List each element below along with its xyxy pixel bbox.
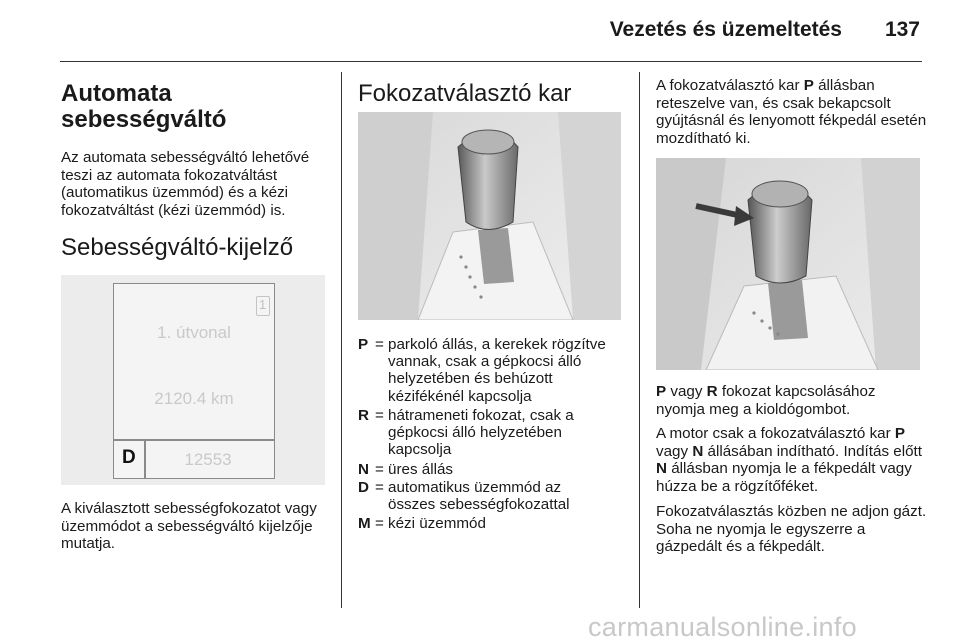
- left-column: [61, 81, 331, 133]
- release-button-image: [656, 158, 920, 370]
- lock-paragraph: A fokozatválasztó kar P állásban reteszelve van, és csak bekapcsolt gyújtásnál és lenyomott fékpedál esetén mozdítható ki.: [656, 77, 927, 147]
- intro-paragraph: Az automata sebességváltó lehetővé teszi az automata fokozatváltást (automatikus üzemmód) és a kézi fokozatváltást (kézi üzemmód) is.: [61, 149, 310, 219]
- route-label: 1. útvonal: [157, 323, 231, 342]
- display-divider-vertical: [144, 440, 146, 478]
- display-caption: A kiválasztott sebességfokozatot vagy üzemmódot a sebességváltó kijelzője mutatja.: [61, 500, 317, 552]
- watermark-text[interactable]: carmanualsonline.info: [588, 612, 857, 642]
- gear-lever-photo: [358, 112, 621, 320]
- odometer-value: 12553: [184, 450, 232, 469]
- page-number: 137: [884, 18, 920, 41]
- screen-corner-icon: 1: [256, 296, 270, 316]
- section-heading-gear-selector: Fokozatválasztó kar: [358, 80, 572, 107]
- gear-indicator: D: [122, 447, 136, 468]
- transmission-display-illustration: [61, 275, 325, 485]
- header-rule: [60, 61, 922, 62]
- no-throttle-paragraph: Fokozatválasztás közben ne adjon gázt. Soha ne nyomja le egyszerre a gázpedált és a fékpedált.: [656, 503, 927, 555]
- trip-distance: 2120.4 km: [154, 389, 234, 408]
- release-button-photo: [656, 158, 920, 370]
- column-divider-1: [341, 72, 342, 608]
- chapter-heading-line2: sebességváltó: [61, 106, 227, 133]
- display-screen: [113, 283, 275, 479]
- chapter-heading-line1: Automata: [61, 80, 172, 107]
- column-divider-2: [639, 72, 640, 608]
- gear-lever-image: [358, 112, 621, 320]
- section-heading: Sebességváltó-kijelző: [61, 234, 294, 261]
- display-divider: [114, 439, 274, 441]
- running-header-title: Vezetés és üzemeltetés: [609, 18, 842, 41]
- engine-start-paragraph: A motor csak a fokozatválasztó kar P vagy N állásában indítható. Indítás előtt N állásban nyomja le a fékpedált vagy húzza be a rögzítőféket.: [656, 425, 922, 495]
- release-button-paragraph: P vagy R fokozat kapcsolásához nyomja meg a kioldógombot.: [656, 383, 876, 418]
- gear-positions-list: P = parkoló állás, a kerekek rögzítve vannak, csak a gépkocsi álló helyzetében és behúzott kézifékénél kapcsolja R = hátrameneti fokozat, csak a gépkocsi álló helyzetében kapcsolja N = üres állás D = automatikus üzemmód az összes sebességfokozattal M = kézi üzemmód: [358, 336, 606, 532]
